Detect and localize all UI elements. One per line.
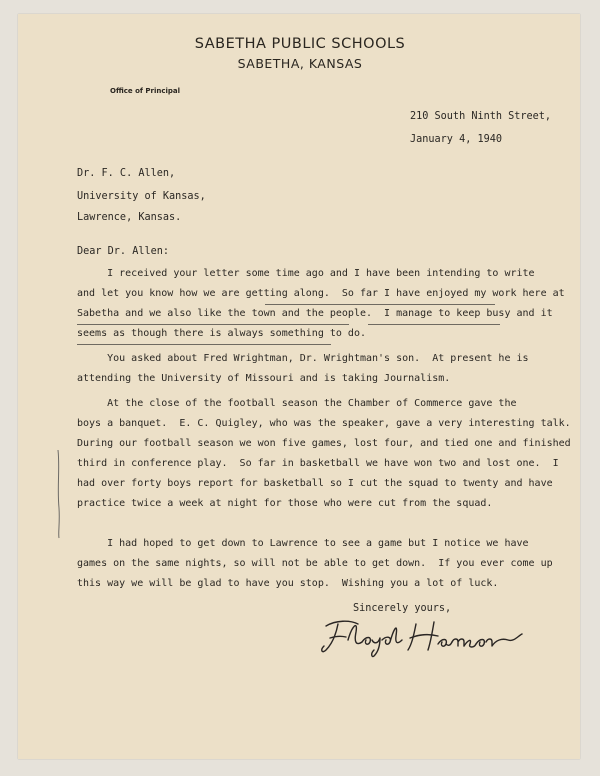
paragraph-line: attending the University of Missouri and is taking Journalism. (77, 373, 451, 384)
paragraph-line: During our football season we won five games, lost four, and tied one and finished (77, 438, 571, 449)
recipient-line-2: University of Kansas, (77, 191, 206, 202)
recipient-line-1: Dr. F. C. Allen, (77, 168, 176, 179)
recipient-line-3: Lawrence, Kansas. (77, 212, 182, 223)
underline-mark (77, 324, 349, 325)
closing: Sincerely yours, (353, 603, 452, 614)
paragraph-line: I had hoped to get down to Lawrence to see a game but I notice we have (77, 538, 529, 549)
letterhead-office: Office of Principal (110, 87, 181, 95)
letter-date: January 4, 1940 (410, 134, 503, 145)
sender-street: 210 South Ninth Street, (410, 111, 552, 122)
paragraph-2 (77, 349, 547, 389)
paragraph-4 (77, 534, 553, 594)
paragraph-line: had over forty boys report for basketball so I cut the squad to twenty and have (77, 478, 553, 489)
salutation: Dear Dr. Allen: (77, 246, 170, 257)
paragraph-line: games on the same nights, so will not be able to get down. If you ever come up (77, 558, 553, 569)
paragraph-line: Sabetha and we also like the town and the people. I manage to keep busy and it (77, 308, 553, 319)
paragraph-line: I received your letter some time ago and I have been intending to write (77, 268, 535, 279)
paragraph-3 (77, 394, 571, 514)
underline-mark (77, 344, 331, 345)
underline-mark (368, 324, 500, 325)
paragraph-line: seems as though there is always something to do. (77, 328, 366, 339)
margin-pencil-mark (55, 448, 61, 540)
paragraph-line: At the close of the football season the Chamber of Commerce gave the (77, 398, 517, 409)
signature-drawing (318, 612, 528, 658)
underline-mark (265, 304, 495, 305)
paragraph-line: and let you know how we are getting along. So far I have enjoyed my work here at (77, 288, 565, 299)
paragraph-line: You asked about Fred Wrightman, Dr. Wrightman's son. At present he is (77, 353, 529, 364)
paragraph-line: this way we will be glad to have you stop. Wishing you a lot of luck. (77, 578, 499, 589)
paragraph-line: practice twice a week at night for those who were cut from the squad. (77, 498, 493, 509)
paragraph-line: third in conference play. So far in basketball we have won two and lost one. I (77, 458, 559, 469)
letterhead-school-name: SABETHA PUBLIC SCHOOLS (194, 36, 406, 52)
paragraph-line: boys a banquet. E. C. Quigley, who was the speaker, gave a very interesting talk. (77, 418, 571, 429)
letterhead-city: SABETHA, KANSAS (237, 56, 363, 71)
